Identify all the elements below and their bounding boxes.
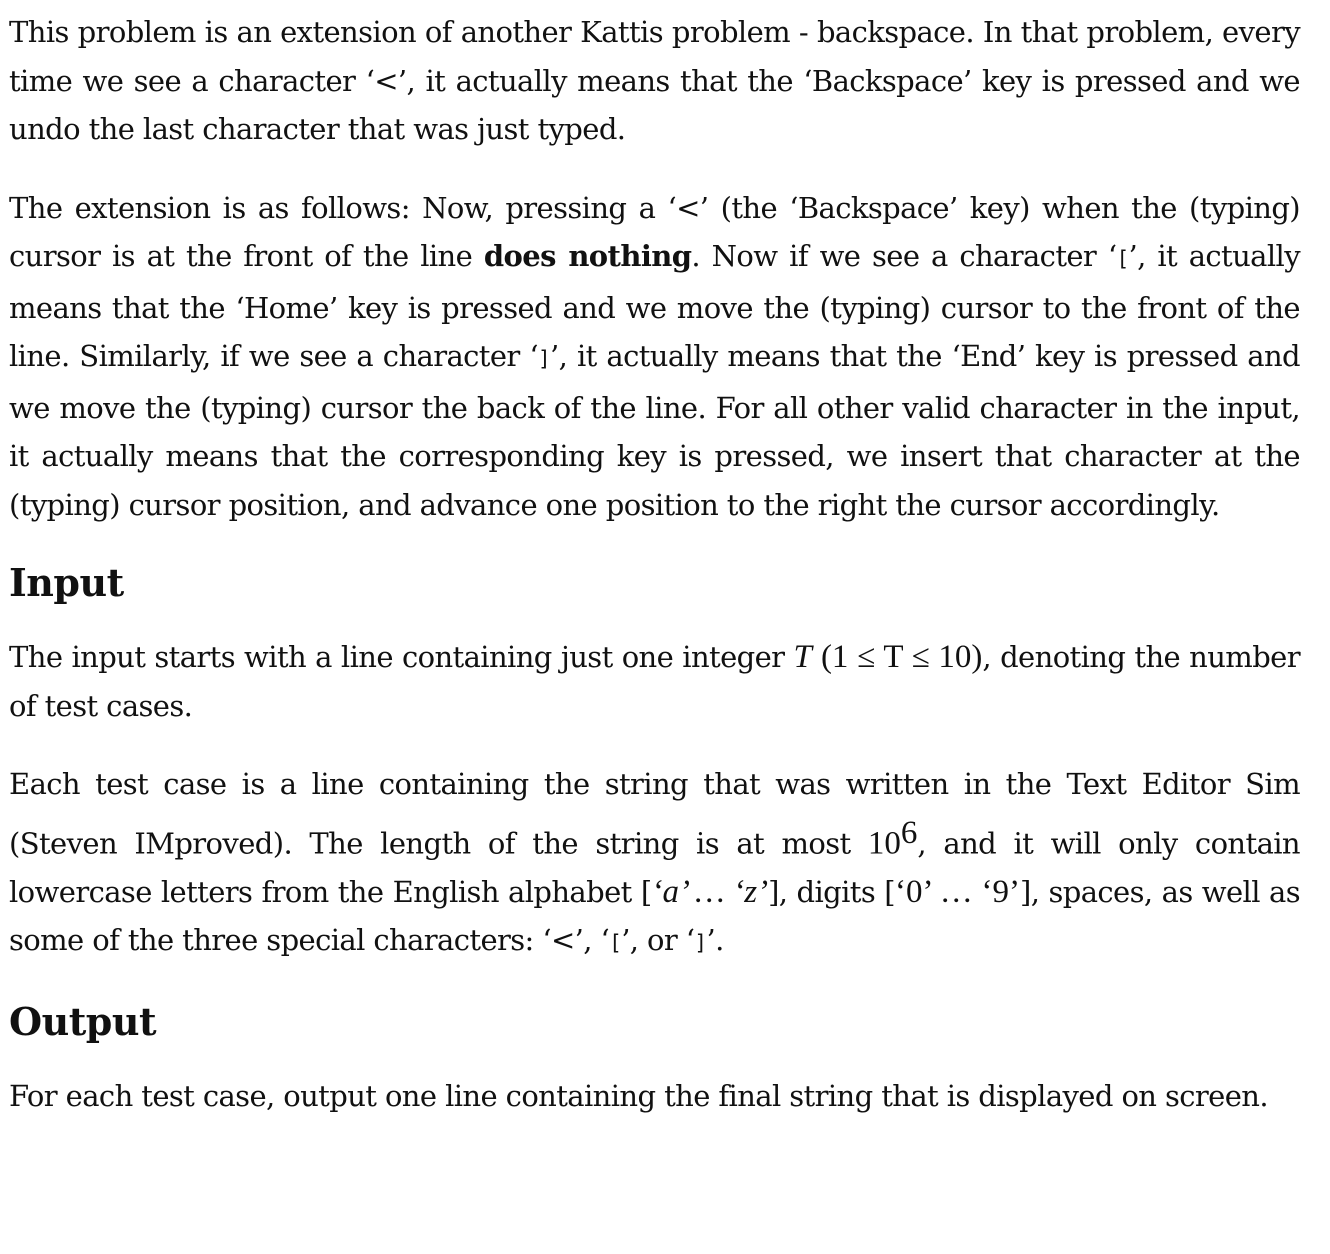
math-digits: ‘0’ … ‘9’ (894, 873, 1021, 910)
output-heading: Output (9, 998, 157, 1044)
intro-paragraph: This problem is an extension of another Kattis problem - backspace. In that problem, every time we see a character ‘<’, it actually means that the ‘Backspace’ key is pressed and we undo the last character that was just typed. (9, 15, 1300, 146)
text: ’, it actually means that the ‘End’ key is pressed and we move the (typing) cursor the back of the line. For all other valid character in the input, it actually means that the corresponding key is pressed, we insert that character at the (typing) cursor position, and advance one position to the right the cursor accordingly. (9, 339, 1300, 522)
text: . Now if we see a character ‘ (691, 239, 1117, 273)
math-letters: ‘a’ … ‘z’ (651, 873, 769, 910)
text: ], spaces, as well as some of the three special characters: ‘<’, ‘ (9, 874, 1300, 958)
math-var: T (793, 639, 812, 675)
code-char: ] (694, 931, 707, 956)
text: ], digits [ (768, 874, 895, 909)
text: Each test case is a line containing the string that was written in the Text Editor Sim (Steven IMproved). The length of the string is at most (9, 767, 1300, 861)
text: The input starts with a line containing just one integer (9, 640, 794, 674)
emphasis: does nothing (483, 239, 692, 273)
math-base: 10 (867, 825, 901, 862)
code-char: [ (609, 931, 622, 956)
extension-paragraph (9, 184, 1300, 530)
text: , and it will only contain lowercase letters from the English alphabet [ (9, 826, 1301, 909)
input-paragraph-2 (9, 760, 1300, 968)
code-char: ] (538, 347, 551, 371)
output-paragraph: For each test case, output one line containing the final string that is displayed on screen. (9, 1078, 1269, 1113)
math-exponent: 6 (900, 814, 918, 851)
input-heading: Input (9, 560, 124, 605)
text: ’, or ‘ (621, 923, 695, 958)
text: The extension is as follows: Now, pressing a ‘<’ (the ‘Backspace’ key) when the (typing) cursor is at the front of the line (9, 190, 1300, 273)
code-char: [ (1116, 247, 1129, 271)
math-range: (1 ≤ T ≤ 10) (820, 639, 983, 675)
problem-statement (9, 8, 1300, 1150)
text: , denoting the number of test cases. (9, 640, 1300, 723)
text: ’, it actually means that the ‘Home’ key is pressed and we move the (typing) cursor to the front of the line. Similarly, if we see a character ‘ (9, 239, 1300, 373)
text: ’. (706, 923, 724, 958)
input-paragraph-1 (9, 633, 1300, 730)
